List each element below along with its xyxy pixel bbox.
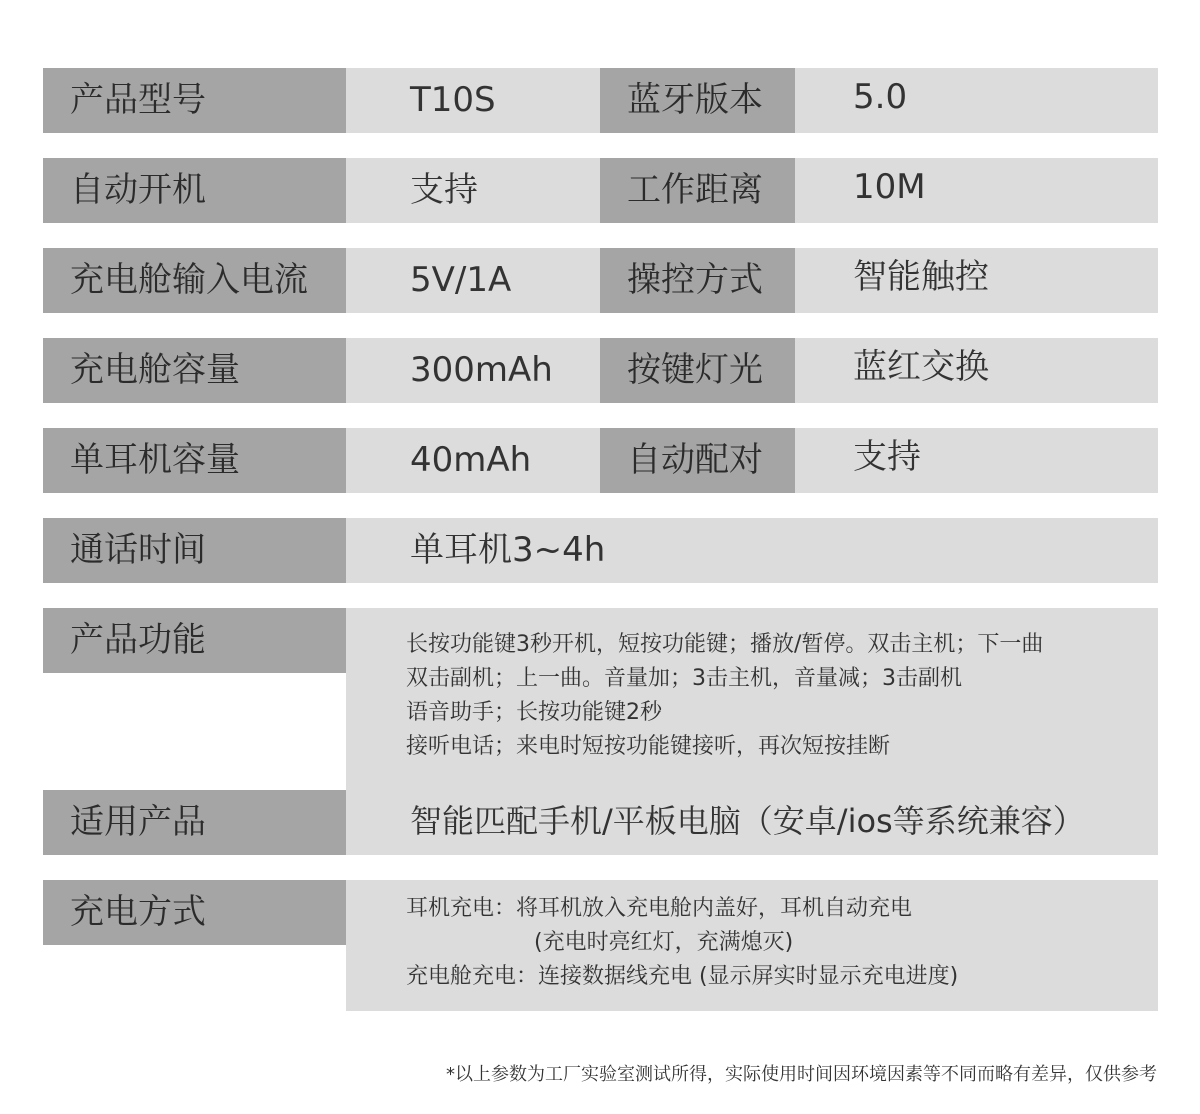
function-line: 接听电话；来电时短按功能键接听，再次短按挂断	[406, 734, 891, 759]
spec-value: 智能触控	[795, 248, 1158, 313]
spec-value: 10M	[795, 158, 1158, 223]
spec-label: 自动开机	[43, 158, 346, 223]
footnote: *以上参数为工厂实验室测试所得，实际使用时间因环境因素等不同而略有差异，仅供参考	[446, 1064, 1157, 1085]
spec-label: 产品功能	[43, 608, 346, 673]
function-line: 长按功能键3秒开机，短按功能键；播放/暂停。双击主机；下一曲	[406, 632, 1044, 657]
spec-label: 操控方式	[600, 248, 795, 313]
spec-label: 充电舱输入电流	[43, 248, 346, 313]
spec-value: 支持	[795, 428, 1158, 493]
spec-label: 充电舱容量	[43, 338, 346, 403]
spec-label: 蓝牙版本	[600, 68, 795, 133]
functions-panel	[346, 608, 1158, 790]
spec-value: 300mAh	[346, 338, 600, 403]
function-line: 语音助手；长按功能键2秒	[406, 700, 662, 725]
spec-value: 5V/1A	[346, 248, 600, 313]
spec-label: 通话时间	[43, 518, 346, 583]
spec-value: 单耳机3~4h	[346, 518, 1158, 583]
spec-label: 工作距离	[600, 158, 795, 223]
spec-value: 5.0	[795, 68, 1158, 133]
charging-line: (充电时亮红灯，充满熄灭)	[534, 930, 794, 955]
spec-row-functions	[43, 608, 1158, 790]
spec-label: 产品型号	[43, 68, 346, 133]
spec-label: 自动配对	[600, 428, 795, 493]
function-line: 双击副机；上一曲。音量加；3击主机，音量减；3击副机	[406, 666, 962, 691]
spec-value: 智能匹配手机/平板电脑（安卓/ios等系统兼容）	[346, 790, 1158, 855]
charging-line: 充电舱充电：连接数据线充电 (显示屏实时显示充电进度)	[406, 964, 959, 989]
spec-value: T10S	[346, 68, 600, 133]
spec-label: 按键灯光	[600, 338, 795, 403]
spec-value: 蓝红交换	[795, 338, 1158, 403]
spec-value: 支持	[346, 158, 600, 223]
charging-panel	[346, 880, 1158, 1011]
spec-value: 40mAh	[346, 428, 600, 493]
spec-label: 适用产品	[43, 790, 346, 855]
spec-label: 单耳机容量	[43, 428, 346, 493]
charging-line: 耳机充电：将耳机放入充电舱内盖好，耳机自动充电	[406, 896, 913, 921]
spec-label: 充电方式	[43, 880, 346, 945]
spec-row-charging	[43, 880, 1158, 1011]
